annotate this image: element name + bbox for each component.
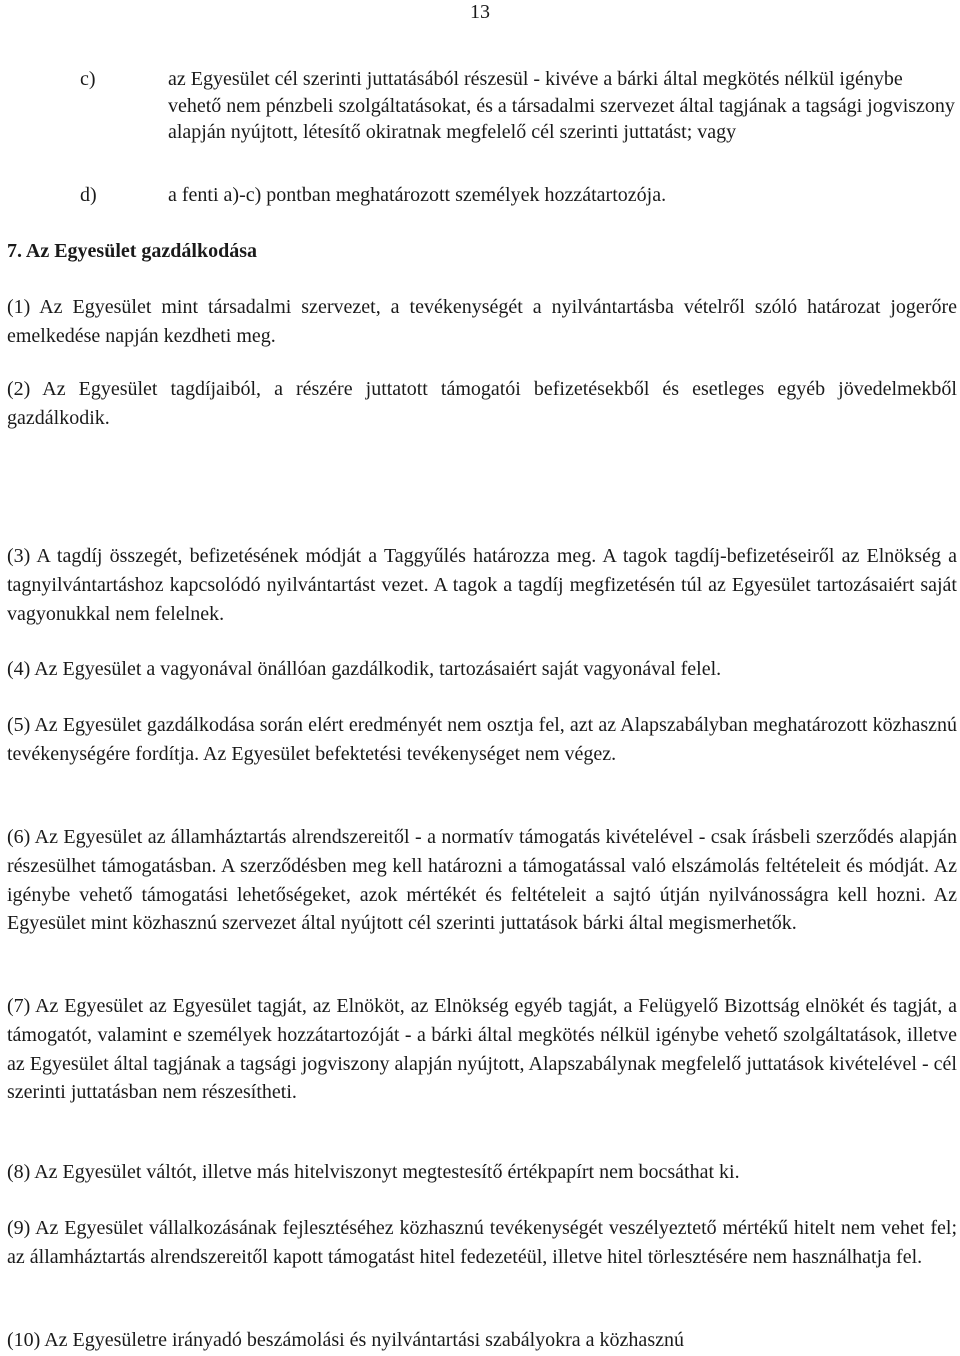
paragraph-7: (7) Az Egyesület az Egyesület tagját, az Elnököt, az Elnökség egyéb tagját, a Felügyelő Bizottság elnökét és tagját, a támogatót, valamint e személyek hozzátartozóját - a bárki által megkötés nélkül igénybe vehető szolgáltatások, illetve az Egyesület által tagjának a tagsági jogviszony alapján nyújtott, Alapszabálynak megfelelő juttatások kivételével - cél szerinti juttatásban nem részesítheti.: [7, 995, 957, 1104]
list-item-text: a fenti a)-c) pontban meghatározott személyek hozzátartozója.: [168, 184, 667, 206]
paragraph-10: (10) Az Egyesületre irányadó beszámolási és nyilvántartási szabályokra a közhasznú: [7, 1329, 684, 1351]
paragraph-9: (9) Az Egyesület vállalkozásának fejlesztéséhez közhasznú tevékenységét veszélyeztető mértékű hitelt nem vehet fel; az államháztartás alrendszereitől kapott támogatást hitel fedezetéül, illetve hitel törlesztésére nem használhatja fel.: [7, 1217, 957, 1268]
paragraph-4: (4) Az Egyesület a vagyonával önállóan gazdálkodik, tartozásaiért saját vagyonával felel.: [7, 658, 722, 680]
list-marker: d): [80, 184, 97, 206]
paragraph-6: (6) Az Egyesület az államháztartás alrendszereitől - a normatív támogatás kivételével - csak írásbeli szerződés alapján részesülhet támogatásban. A szerződésben meg kell határozni a támogatással való elszámolás feltételeit és módját. Az igénybe vehető támogatási lehetőségeket, azok mértékét és feltételeit a sajtó útján nyilvánosságra kell hozni. Az Egyesület mint közhasznú szervezet által nyújtott cél szerinti juttatások bárki által megismerhetők.: [7, 826, 957, 935]
paragraph-2: (2) Az Egyesület tagdíjaiból, a részére juttatott támogatói befizetésekből és esetleges egyéb jövedelmekből gazdálkodik.: [7, 378, 957, 429]
page-number: 13: [470, 1, 490, 23]
list-item-c: [80, 66, 955, 146]
paragraph-3: (3) A tagdíj összegét, befizetésének módját a Taggyűlés határozza meg. A tagok tagdíj-befizetéseiről az Elnökség a tagnyilvántartáshoz kapcsolódó nyilvántartást vezet. A tagok a tagdíj megfizetésén túl az Egyesület tartozásaiért saját vagyonukkal nem felelnek.: [7, 545, 957, 625]
paragraph-1: (1) Az Egyesület mint társadalmi szervezet, a tevékenységét a nyilvántartásba vételről szóló határozat jogerőre emelkedése napján kezdheti meg.: [7, 296, 957, 347]
list-item-d: [80, 182, 955, 209]
list-item-text: az Egyesület cél szerinti juttatásából részesül - kivéve a bárki által megkötés nélkül igénybe vehető nem pénzbeli szolgáltatásokat, és a társadalmi szervezet által tagjának a tagsági jogviszony alapján nyújtott, létesítő okiratnak megfelelő cél szerinti juttatást; vagy: [168, 68, 955, 143]
paragraph-5: (5) Az Egyesület gazdálkodása során elért eredményét nem osztja fel, azt az Alapszabályban meghatározott közhasznú tevékenységére fordítja. Az Egyesület befektetési tevékenységet nem végez.: [7, 714, 957, 765]
list-marker: c): [80, 68, 96, 90]
section-heading: 7. Az Egyesület gazdálkodása: [7, 240, 258, 262]
paragraph-8: (8) Az Egyesület váltót, illetve más hitelviszonyt megtestesítő értékpapírt nem bocsáthat ki.: [7, 1161, 740, 1183]
